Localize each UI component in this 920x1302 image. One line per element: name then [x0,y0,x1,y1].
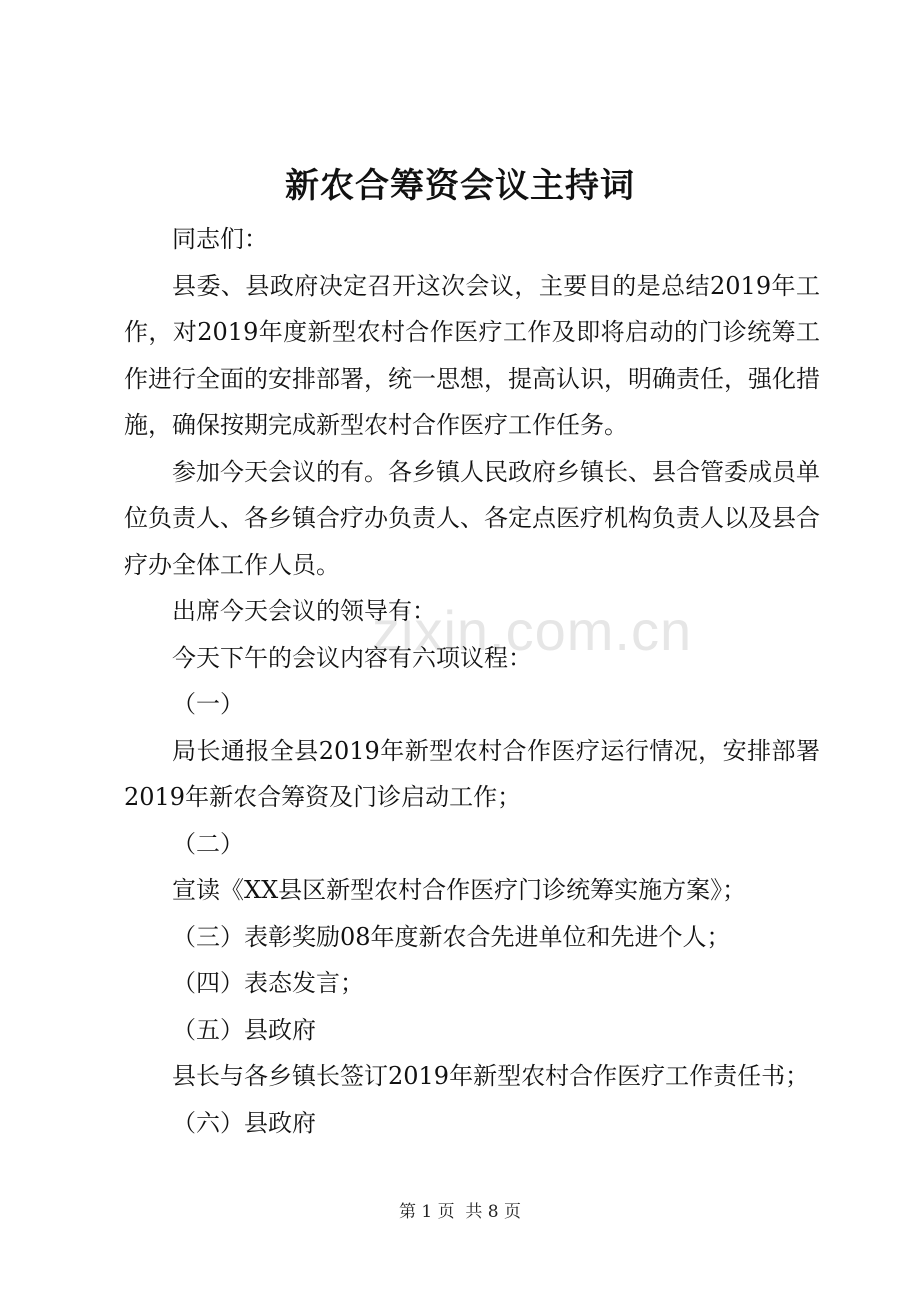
document-title: 新农合筹资会议主持词 [285,166,635,206]
agenda-item-1-heading: （一） [172,690,244,718]
agenda-item-6-heading: （六）县政府 [172,1108,316,1137]
agenda-item-5-heading: （五）县政府 [172,1015,316,1044]
agenda-item-2-text: 宣读《XX县区新型农村合作医疗门诊统筹实施方案》； [172,876,747,904]
paragraph-greeting: 同志们： [172,225,268,253]
watermark: zixin.com.cn [372,599,693,662]
agenda-item-3: （三）表彰奖励08年度新农合先进单位和先进个人； [172,922,731,951]
agenda-item-2-heading: （二） [172,829,244,858]
paragraph-purpose: 县委、县政府决定召开这次会议，主要目的是总结2019年工作，对2019年度新型农村合作医疗工作及即将启动的门诊统筹工作进行全面的安排部署，统一思想，提高认识，明确责任，强化措施，确保按期完成新型农村合作医疗工作任务。 [124,271,820,439]
agenda-item-1-text: 局长通报全县2019年新型农村合作医疗运行情况，安排部署2019年新农合筹资及门诊启动工作； [124,736,820,811]
paragraph-attendees: 参加今天会议的有。各乡镇人民政府乡镇长、县合管委成员单位负责人、各乡镇合疗办负责人、各定点医疗机构负责人以及县合疗办全体工作人员。 [124,457,820,579]
page-number-label: 第 1 页 共 8 页 [398,1202,522,1222]
agenda-item-5-text: 县长与各乡镇长签订2019年新型农村合作医疗工作责任书； [172,1062,810,1090]
document-body [124,216,820,1146]
page-footer [0,1200,920,1224]
paragraph-leaders: 出席今天会议的领导有： [172,597,436,625]
agenda-item-4: （四）表态发言； [172,969,364,997]
paragraph-agenda-intro: 今天下午的会议内容有六项议程： [172,643,532,672]
